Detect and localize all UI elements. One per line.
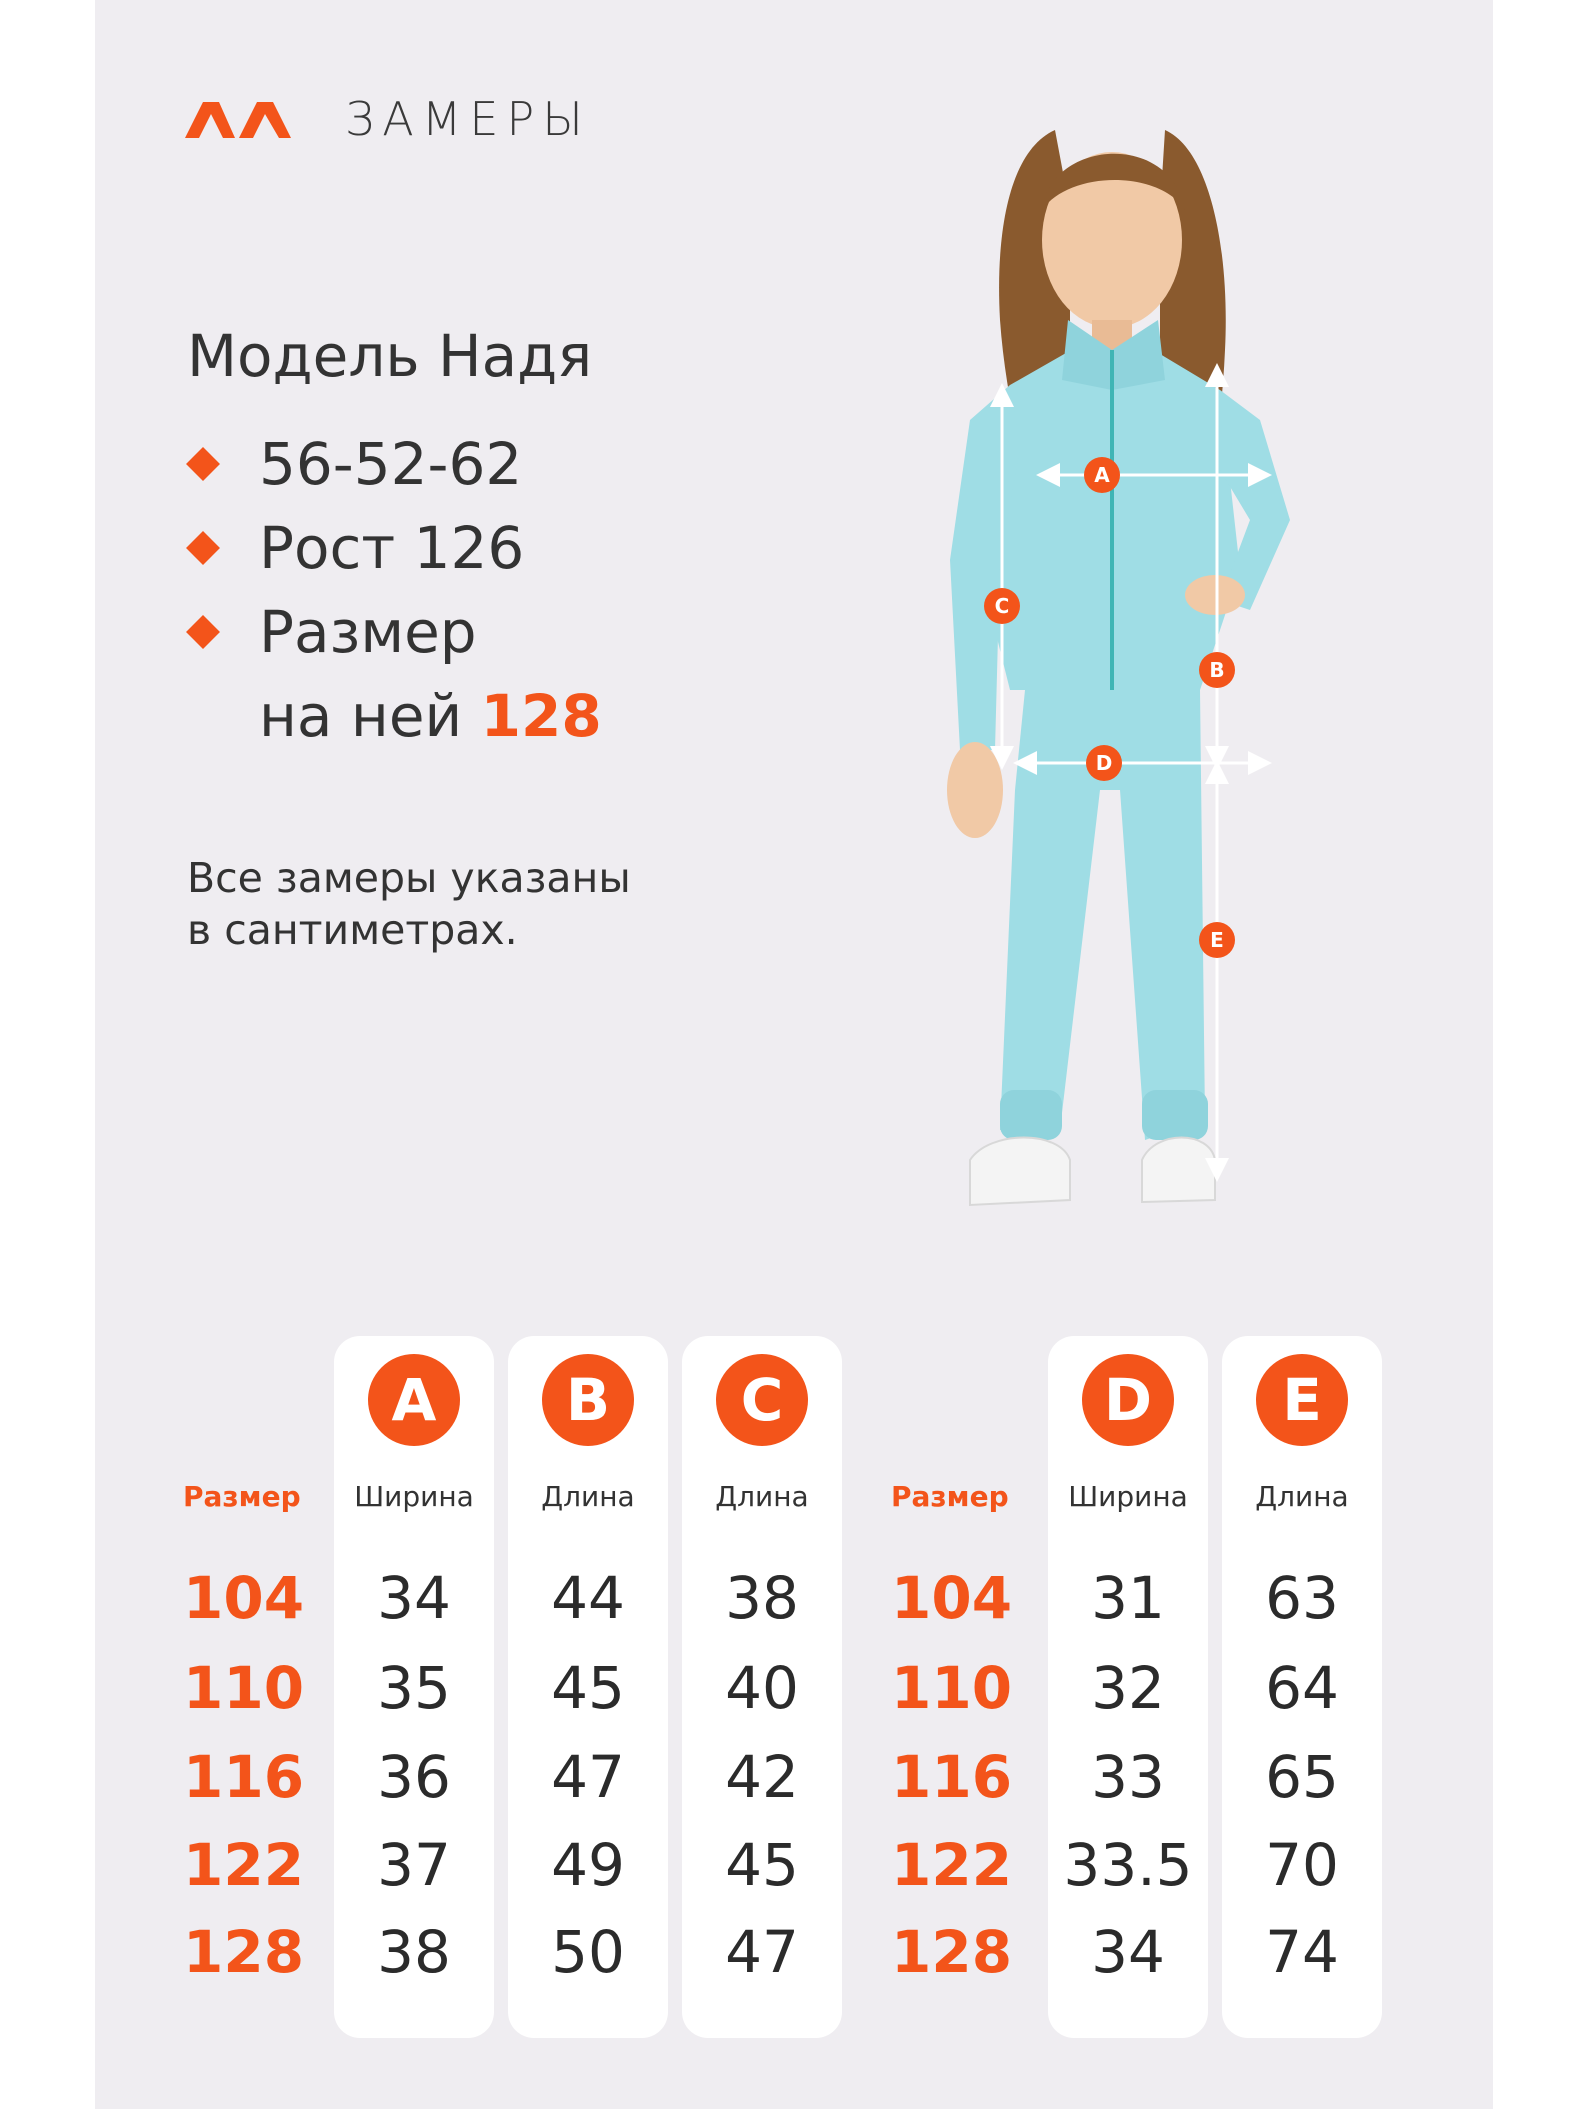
- size-value: 116: [183, 1743, 305, 1811]
- size-value: 104: [183, 1564, 305, 1632]
- cell-d: 32: [1091, 1654, 1165, 1722]
- units-note: Все замеры указаны в сантиметрах.: [187, 854, 631, 954]
- param-measurements: 56-52-62: [187, 422, 524, 506]
- cell-a: 35: [377, 1654, 451, 1722]
- measurement-diagram: [820, 90, 1420, 1330]
- cell-c: 40: [725, 1654, 799, 1722]
- page-title: ЗАМЕРЫ: [345, 92, 591, 146]
- letter-d-icon: D: [1082, 1354, 1174, 1446]
- param-size-value: на ней 128: [259, 682, 602, 750]
- size-value: 110: [183, 1654, 305, 1722]
- cell-b: 47: [551, 1743, 625, 1811]
- svg-text:C: C: [994, 594, 1010, 618]
- cell-b: 44: [551, 1564, 625, 1632]
- size-value: 128: [183, 1918, 305, 1986]
- cell-e: 63: [1265, 1564, 1339, 1632]
- svg-text:E: E: [1210, 928, 1224, 952]
- cell-b: 49: [551, 1831, 625, 1899]
- column-header-d: Ширина: [1068, 1480, 1188, 1513]
- letter-a-icon: A: [368, 1354, 460, 1446]
- size-value: 128: [891, 1918, 1013, 1986]
- cell-d: 33: [1091, 1743, 1165, 1811]
- cell-e: 74: [1265, 1918, 1339, 1986]
- model-params: [187, 422, 524, 674]
- marker-b: [1199, 652, 1235, 688]
- size-header: Размер: [183, 1480, 301, 1513]
- cell-a: 34: [377, 1564, 451, 1632]
- param-size: Размер: [187, 590, 524, 674]
- worn-size: 128: [480, 682, 602, 750]
- param-height: Рост 126: [187, 506, 524, 590]
- column-header-c: Длина: [715, 1480, 809, 1513]
- cell-a: 38: [377, 1918, 451, 1986]
- diamond-bullet-icon: [186, 531, 220, 565]
- cell-e: 70: [1265, 1831, 1339, 1899]
- column-header-b: Длина: [541, 1480, 635, 1513]
- cell-d: 33.5: [1063, 1831, 1193, 1899]
- cell-a: 37: [377, 1831, 451, 1899]
- cell-c: 38: [725, 1564, 799, 1632]
- cell-c: 42: [725, 1743, 799, 1811]
- cell-c: 45: [725, 1831, 799, 1899]
- cell-a: 36: [377, 1743, 451, 1811]
- svg-text:D: D: [1095, 751, 1113, 775]
- letter-b-icon: B: [542, 1354, 634, 1446]
- cell-c: 47: [725, 1918, 799, 1986]
- svg-text:A: A: [1094, 463, 1110, 487]
- size-value: 122: [183, 1831, 305, 1899]
- diamond-bullet-icon: [186, 615, 220, 649]
- cell-b: 50: [551, 1918, 625, 1986]
- marker-e: [1199, 922, 1235, 958]
- size-value: 116: [891, 1743, 1013, 1811]
- diamond-bullet-icon: [186, 447, 220, 481]
- column-header-e: Длина: [1255, 1480, 1349, 1513]
- letter-e-icon: E: [1256, 1354, 1348, 1446]
- marker-a: [1084, 457, 1120, 493]
- size-value: 122: [891, 1831, 1013, 1899]
- marker-c: [984, 588, 1020, 624]
- size-value: 104: [891, 1564, 1013, 1632]
- cell-b: 45: [551, 1654, 625, 1722]
- letter-c-icon: C: [716, 1354, 808, 1446]
- cell-d: 34: [1091, 1918, 1165, 1986]
- model-name: Модель Надя: [187, 322, 593, 390]
- size-value: 110: [891, 1654, 1013, 1722]
- cell-d: 31: [1091, 1564, 1165, 1632]
- cell-e: 65: [1265, 1743, 1339, 1811]
- cell-e: 64: [1265, 1654, 1339, 1722]
- marker-d: [1086, 745, 1122, 781]
- size-header: Размер: [891, 1480, 1009, 1513]
- svg-text:B: B: [1209, 658, 1225, 682]
- model-photo: [820, 90, 1420, 1330]
- double-chevron-logo: [183, 98, 293, 140]
- column-header-a: Ширина: [354, 1480, 474, 1513]
